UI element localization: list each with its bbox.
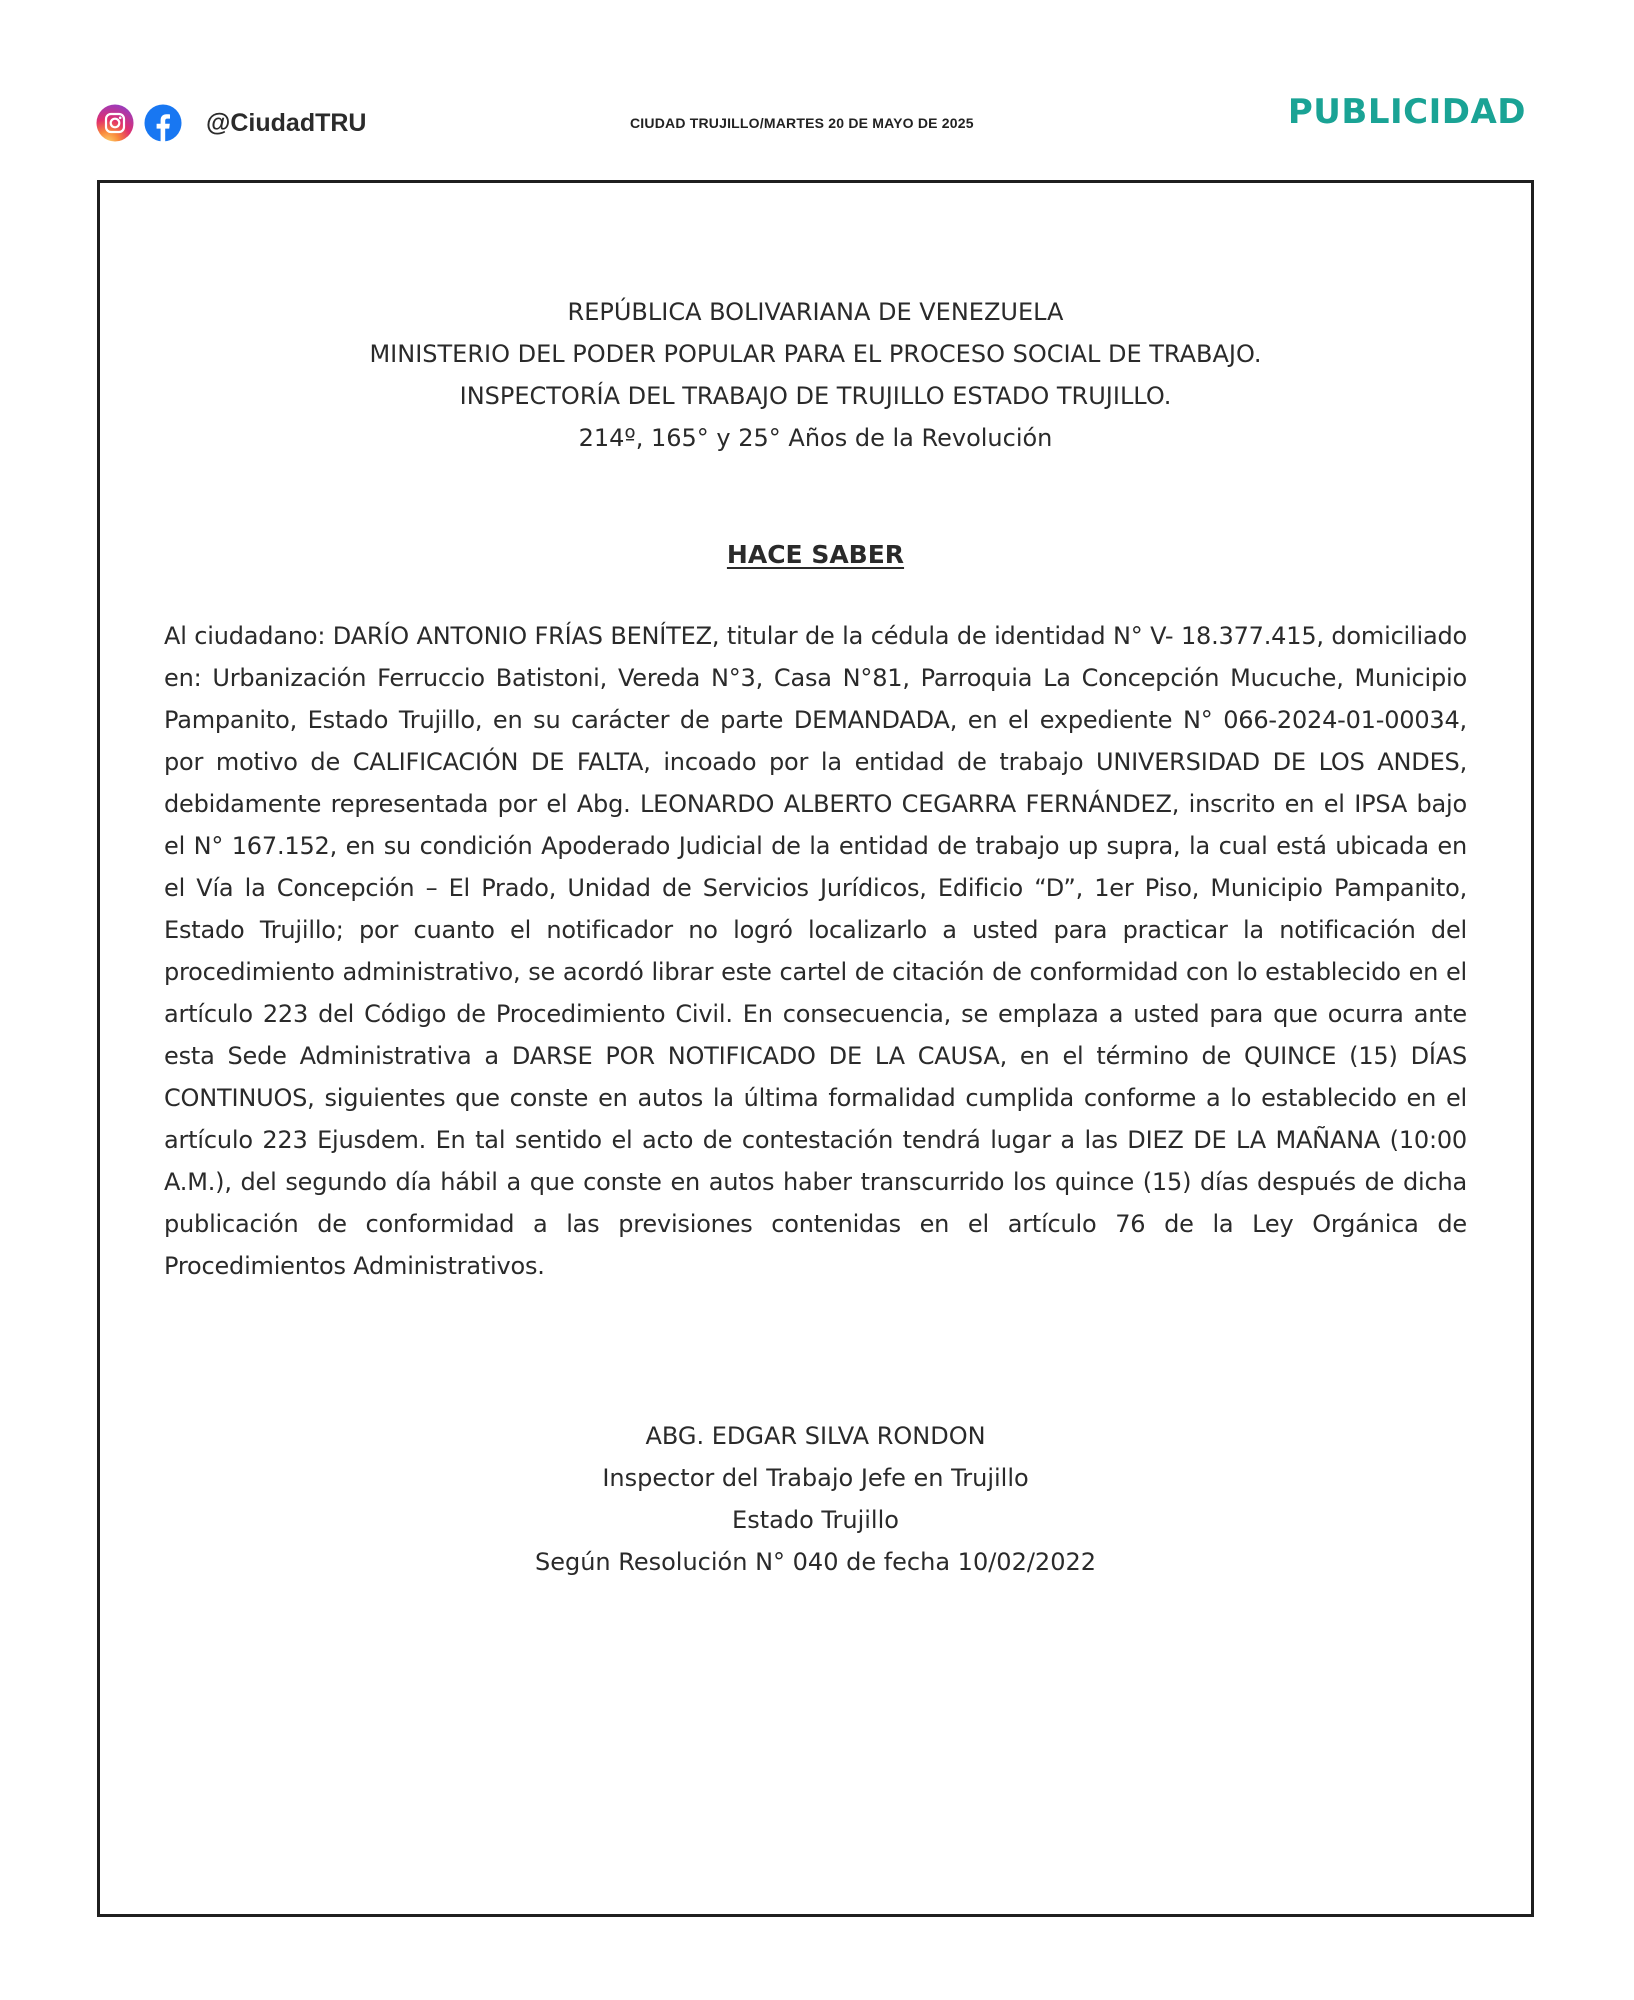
notice-title: HACE SABER	[726, 540, 905, 569]
signature-position: Inspector del Trabajo Jefe en Trujillo	[602, 1464, 1029, 1492]
social-handle[interactable]: @CiudadTRU	[206, 108, 367, 137]
notice-heading	[100, 291, 1531, 459]
notice-body: Al ciudadano: DARÍO ANTONIO FRÍAS BENÍTEZ, titular de la cédula de identidad N° V- 18.377.415, domiciliado en: Urbanización Ferruccio Batistoni, Vereda N°3, Casa N°81, Parroquia La Concepción Mucuche, Municipio Pampanito, Estado Trujillo, en su carácter de parte DEMANDADA, en el expediente N° 066-2024-01-00034, por motivo de CALIFICACIÓN DE FALTA, incoado por la entidad de trabajo UNIVERSIDAD DE LOS ANDES, debidamente representada por el Abg. LEONARDO ALBERTO CEGARRA FERNÁNDEZ, inscrito en el IPSA bajo el N° 167.152, en su condición Apoderado Judicial de la entidad de trabajo up supra, la cual está ubicada en el Vía la Concepción – El Prado, Unidad de Servicios Jurídicos, Edificio “D”, 1er Piso, Municipio Pampanito, Estado Trujillo; por cuanto el notificador no logró localizarlo a usted para practicar la notificación del procedimiento administrativo, se acordó librar este cartel de citación de conformidad con lo establecido en el artículo 223 del Código de Procedimiento Civil. En consecuencia, se emplaza a usted para que ocurra ante esta Sede Administrativa a DARSE POR NOTIFICADO DE LA CAUSA, en el término de QUINCE (15) DÍAS CONTINUOS, siguientes que conste en autos la última formalidad cumplida conforme a lo establecido en el artículo 223 Ejusdem. En tal sentido el acto de contestación tendrá lugar a las DIEZ DE LA MAÑANA (10:00 A.M.), del segundo día hábil a que conste en autos haber transcurrido los quince (15) días después de dicha publicación de conformidad a las previsiones contenidas en el artículo 76 de la Ley Orgánica de Procedimientos Administrativos.	[164, 622, 1467, 1280]
heading-line-ministry: MINISTERIO DEL PODER POPULAR PARA EL PROCESO SOCIAL DE TRABAJO.	[369, 340, 1262, 368]
signature-state: Estado Trujillo	[732, 1506, 899, 1534]
heading-line-country: REPÚBLICA BOLIVARIANA DE VENEZUELA	[567, 298, 1064, 326]
instagram-icon[interactable]	[96, 104, 134, 142]
heading-line-inspectorate: INSPECTORÍA DEL TRABAJO DE TRUJILLO ESTADO TRUJILLO.	[459, 382, 1172, 410]
page-header	[0, 0, 1634, 170]
dateline: CIUDAD TRUJILLO/MARTES 20 DE MAYO DE 2025	[630, 115, 974, 131]
signature-name: ABG. EDGAR SILVA RONDON	[645, 1422, 986, 1450]
facebook-icon[interactable]	[144, 104, 182, 142]
legal-notice-box	[97, 180, 1534, 1917]
section-label: PUBLICIDAD	[1287, 92, 1526, 132]
heading-line-revolution-years: 214º, 165° y 25° Años de la Revolución	[578, 424, 1053, 452]
social-links	[96, 103, 366, 143]
signature-resolution: Según Resolución N° 040 de fecha 10/02/2022	[534, 1548, 1097, 1576]
notice-signature	[100, 1415, 1531, 1583]
